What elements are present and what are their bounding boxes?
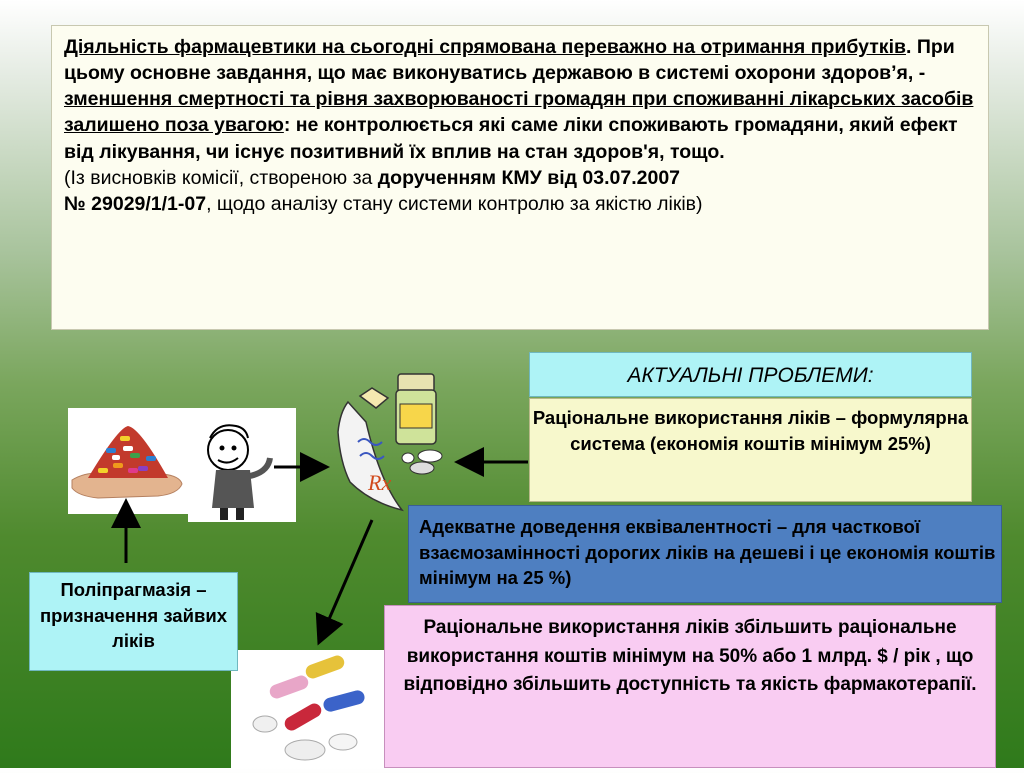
equivalence-box: Адекватне доведення еквівалентності – для часткової взаємозамінності дорогих ліків на дешеві і це економія коштів мінімум на 25 %) [408, 505, 1002, 603]
source-order: дорученням КМУ від 03.07.2007 [377, 166, 681, 189]
source-prefix: (Із висновків комісії, створеною за [64, 166, 378, 189]
source-number: № 29029/1/1-07 [64, 192, 207, 215]
profit-orientation-text: Діяльність фармацевтики на сьогодні спрямована переважно на отримання прибутків [64, 36, 906, 58]
arrow-bottle-to-capsules [320, 520, 372, 640]
polypharmacy-box: Поліпрагмазія – призначення зайвих ліків [29, 572, 238, 671]
control-text: : не контролюється які саме ліки споживають громадяни, який ефект від лікування, чи існує позитивний їх вплив на стан здоров'я, тощо. [64, 114, 958, 163]
rational-use-box: Раціональне використання ліків – формулярна система (економія коштів мінімум 25%) [529, 398, 972, 502]
mortality-text: зменшення смертності та рівня захворюваності громадян при споживанні лікарських засобів залишено поза увагою [64, 88, 974, 137]
problems-header: АКТУАЛЬНІ ПРОБЛЕМИ: [529, 352, 972, 397]
state-task-text: . При цьому основне завдання, що має виконуватись державою в системі охорони здоров’я, - [64, 36, 955, 85]
funds-box: Раціональне використання ліків збільшить раціональне використання коштів мінімум на 50% або 1 млрд. $ / рік , що відповідно збільшить доступність та якість фармакотерапії. [384, 605, 996, 768]
rx-symbol: Rx [368, 470, 392, 495]
source-suffix: , щодо аналізу стану системи контролю за якістю ліків) [206, 192, 703, 215]
